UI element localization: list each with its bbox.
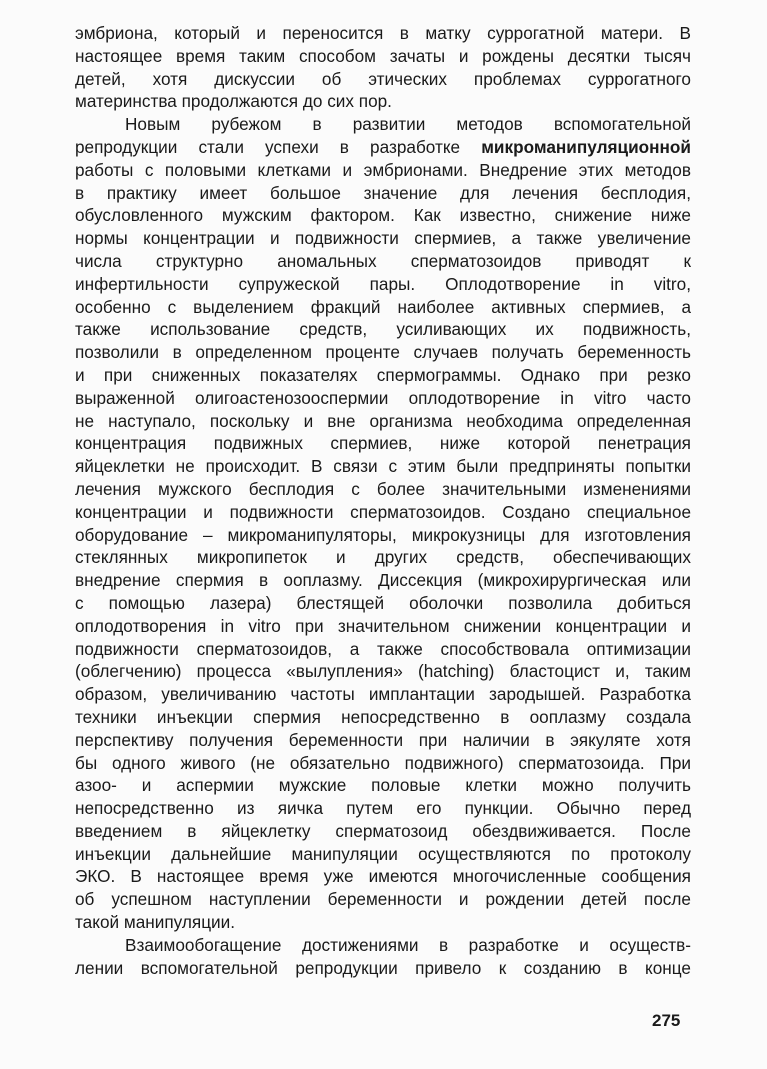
text-line: выраженной олигоастенозооспермии оплодотворение in vitro часто: [75, 387, 691, 408]
text-line: подвижности сперматозоидов, а также способствовала оптимизации: [75, 638, 691, 659]
text-line: концентрации и подвижности сперматозоидов. Создано специальное: [75, 501, 691, 522]
text-line: перспективу получения беременности при наличии в эякуляте хотя: [75, 729, 691, 750]
text-line: концентрация подвижных спермиев, ниже которой пенетрация: [75, 433, 691, 454]
text-line: детей, хотя дискуссии об этических проблемах суррогатного: [75, 68, 691, 89]
text-line: лечения мужского бесплодия с более значительными изменениями: [75, 478, 691, 499]
text-line: инъекции дальнейшие манипуляции осуществляются по протоколу: [75, 843, 691, 864]
text-line: оборудование – микроманипуляторы, микрокузницы для изготовления: [75, 524, 691, 545]
text-line: с помощью лазера) блестящей оболочки позволила добиться: [75, 592, 691, 613]
text-line: позволили в определенном проценте случаев получать беременность: [75, 342, 691, 363]
text-line: об успешном наступлении беременности и рождении детей после: [75, 889, 691, 910]
text-line: ЭКО. В настоящее время уже имеются многочисленные сообщения: [75, 866, 691, 887]
text-line: в практику имеет большое значение для лечения бесплодия,: [75, 182, 691, 203]
text-line: особенно с выделением фракций наиболее активных спермиев, а: [75, 296, 691, 317]
paragraph-2: [75, 113, 691, 934]
paragraph-3: [75, 934, 691, 980]
text-line: не наступало, поскольку и вне организма необходима определенная: [75, 410, 691, 431]
page-number: 275: [652, 1011, 681, 1030]
text-line: яйцеклетки не происходит. В связи с этим были предприняты попытки: [75, 456, 691, 477]
text-line: техники инъекции спермия непосредственно в ооплазму создала: [75, 706, 691, 727]
body-text: [75, 22, 691, 979]
text-line: Взаимообогащение достижениями в разработке и осуществ-: [125, 934, 691, 955]
text-line: лении вспомогательной репродукции привело к созданию в конце: [75, 957, 691, 978]
text-line: работы с половыми клетками и эмбрионами. Внедрение этих методов: [75, 159, 691, 180]
text-line: обусловленного мужским фактором. Как известно, снижение ниже: [75, 205, 691, 226]
text-line: [75, 136, 691, 159]
text-line: настоящее время таким способом зачаты и рождены десятки тысяч: [75, 45, 691, 66]
text-line: образом, увеличиванию частоты имплантации зародышей. Разработка: [75, 684, 691, 705]
text-line: нормы концентрации и подвижности спермиев, а также увеличение: [75, 228, 691, 249]
paragraph-1: [75, 22, 691, 113]
text-line: материнства продолжаются до сих пор.: [75, 91, 392, 112]
text-line: внедрение спермия в ооплазму. Диссекция (микрохирургическая или: [75, 570, 691, 591]
text-line: введением в яйцеклетку сперматозоид обездвиживается. После: [75, 820, 691, 841]
text-line: числа структурно аномальных сперматозоидов приводят к: [75, 250, 691, 271]
text-line: (облегчению) процесса «вылупления» (hatching) бластоцист и, таким: [75, 661, 691, 682]
text-line: азоо- и аспермии мужские половые клетки можно получить: [75, 775, 691, 796]
text-fragment: репродукции стали успехи в разработке: [75, 136, 482, 157]
bold-term: микроманипуляционной: [481, 136, 691, 157]
text-line: также использование средств, усиливающих их подвижность,: [75, 319, 691, 340]
text-line: бы одного живого (не обязательно подвижного) сперматозоида. При: [75, 752, 691, 773]
text-line: Новым рубежом в развитии методов вспомогательной: [125, 114, 691, 135]
text-line: стеклянных микропипеток и других средств, обеспечивающих: [75, 547, 691, 568]
text-line: эмбриона, который и переносится в матку суррогатной матери. В: [75, 23, 691, 43]
text-line: и при сниженных показателях спермограммы. Однако при резко: [75, 364, 691, 385]
text-line: оплодотворения in vitro при значительном снижении концентрации и: [75, 615, 691, 636]
text-line: такой манипуляции.: [75, 912, 236, 933]
text-line: непосредственно из яичка путем его пункции. Обычно перед: [75, 798, 691, 819]
text-line: инфертильности супружеской пары. Оплодотворение in vitro,: [75, 273, 691, 294]
